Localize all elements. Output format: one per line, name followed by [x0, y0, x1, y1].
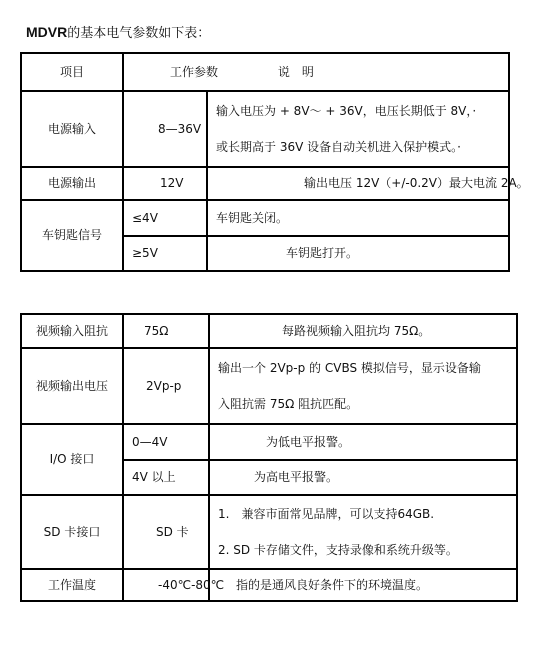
cell-param: 2Vp-p [123, 348, 209, 424]
cell-item: 工作温度 [21, 569, 123, 601]
cell-item: 电源输出 [21, 167, 123, 200]
title-text: 的基本电气参数如下表： [67, 26, 211, 41]
table-row-power-output [21, 167, 509, 200]
table-row-video-input [21, 314, 517, 348]
cell-desc [207, 91, 509, 167]
table-header-row [21, 53, 509, 91]
title-brand: MDVR [26, 24, 68, 40]
desc-line: 1. 兼容市面常见品牌，可以支持64GB. [218, 506, 435, 521]
desc-line: 或长期高于 36V 设备自动关机进入保护模式。· [216, 140, 461, 154]
cell-param: ≤4V [123, 200, 207, 236]
cell-param: SD 卡 [123, 495, 209, 569]
cell-desc: 为低电平报警。 [209, 424, 517, 460]
document-title [26, 22, 210, 41]
cell-desc: 输出电压 12V（+/-0.2V）最大电流 2A。 [207, 167, 509, 200]
cell-param: 8—36V [123, 91, 207, 167]
header-desc: 说 明 [277, 64, 314, 79]
cell-item: 视频输入阻抗 [21, 314, 123, 348]
desc-line: 入阻抗需 75Ω 阻抗匹配。 [218, 397, 359, 411]
cell-param: 4V 以上 [123, 460, 209, 495]
cell-item: 视频输出电压 [21, 348, 123, 424]
table-row-video-output [21, 348, 517, 424]
table-row-io [21, 424, 517, 460]
desc-line: 2. SD 卡存储文件，支持录像和系统升级等。 [218, 543, 458, 557]
table-row-power-input [21, 91, 509, 167]
cell-desc: 车钥匙打开。 [207, 236, 509, 271]
electrical-params-table-1 [20, 52, 529, 272]
cell-param: 12V [123, 167, 207, 200]
cell-param: 75Ω [123, 314, 209, 348]
cell-item: 电源输入 [21, 91, 123, 167]
cell-item: I/O 接口 [21, 424, 123, 495]
table-row-temperature [21, 569, 517, 601]
cell-param: -40℃-80℃ [123, 569, 209, 601]
cell-desc: 车钥匙关闭。 [207, 200, 509, 236]
desc-line: 输入电压为 + 8V～ + 36V，电压长期低于 8V，· [216, 103, 477, 118]
cell-desc: 每路视频输入阻抗均 75Ω。 [209, 314, 517, 348]
cell-desc [209, 495, 517, 569]
cell-desc [209, 348, 517, 424]
header-param: 工作参数 [170, 64, 219, 79]
cell-item: SD 卡接口 [21, 495, 123, 569]
cell-desc: 为高电平报警。 [209, 460, 517, 495]
cell-param: 0—4V [123, 424, 209, 460]
table-row-sd [21, 495, 517, 569]
desc-line: 输出一个 2Vp-p 的 CVBS 模拟信号，显示设备输 [218, 360, 481, 375]
electrical-params-table-2 [20, 313, 518, 602]
header-item: 项目 [21, 53, 123, 91]
cell-desc: 指的是通风良好条件下的环境温度。 [209, 569, 517, 601]
cell-item: 车钥匙信号 [21, 200, 123, 271]
table-row-key-signal [21, 200, 509, 236]
cell-param: ≥5V [123, 236, 207, 271]
